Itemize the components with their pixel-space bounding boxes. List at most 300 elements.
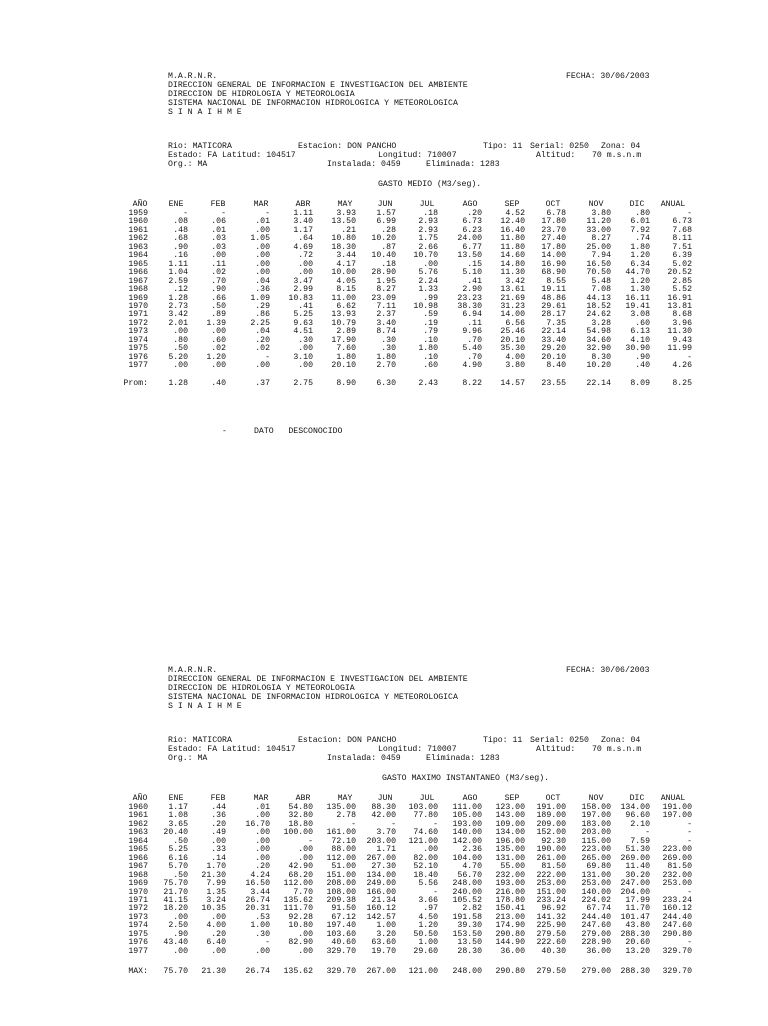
table-cell: 10.35 [201,904,226,914]
table-cell: 3.42 [168,310,188,320]
table-cell: 1.08 [168,811,188,821]
table-cell: .20 [255,862,270,872]
station-altitud: Altitud: [536,745,576,754]
table-cell: 28.30 [457,946,482,956]
table-cell: 2.90 [462,285,482,295]
table-cell: 111.70 [283,904,313,914]
table-cell: 178.80 [495,895,525,905]
row-year: 1974 [128,335,148,345]
table-cell: 6.39 [672,251,692,261]
table-cell: 3.40 [293,217,313,227]
table-cell: 5.10 [462,268,482,278]
table-cell: .00 [255,251,270,261]
table-cell: 267.00 [366,853,396,863]
table-cell: 2.10 [630,819,650,829]
table-cell: .50 [173,870,188,880]
row-year: 1962 [128,234,148,244]
summary-cell: 21.30 [201,967,226,977]
table-cell: 3.65 [168,819,188,829]
table-cell: 10.70 [413,251,438,261]
table-cell: 29.60 [413,946,438,956]
table-cell: .86 [255,310,270,320]
table-cell: 248.00 [452,879,482,889]
table-cell: 3.96 [672,318,692,328]
table-cell: 6.56 [505,318,525,328]
table-cell: 51.30 [625,845,650,855]
table-cell: 2.36 [462,845,482,855]
table-cell: 108.00 [326,887,356,897]
row-year: 1972 [128,318,148,328]
station-tipo: Tipo: 11 [483,736,523,745]
table-cell: 6.62 [336,301,356,311]
table-cell: 18.40 [413,870,438,880]
station-serial: Serial: 0250 [530,142,589,151]
table-cell: 35.30 [500,344,525,354]
row-year: 1961 [128,225,148,235]
station-altitud-val: 70 m.s.n.m [592,745,642,754]
table-cell: 16.11 [625,293,650,303]
table-cell: 2.82 [462,904,482,914]
table-cell: 5.25 [168,845,188,855]
table-cell: 247.00 [620,879,650,889]
table-cell: 32.90 [586,344,611,354]
table-cell: 48.86 [541,293,566,303]
table-cell: 135.00 [326,803,356,812]
station-altitud-val: 70 m.s.n.m [592,151,642,160]
table-cell: 10.20 [586,361,611,371]
table-cell: .30 [381,335,396,345]
row-year: 1964 [128,836,148,846]
table-cell: 11.40 [625,862,650,872]
table-cell: .00 [173,912,188,922]
table-cell: 247.60 [662,921,692,931]
column-header: AÑO [132,794,148,803]
table-cell: 140.00 [452,828,482,838]
table-cell: 5.52 [672,285,692,295]
table-cell: .90 [635,352,650,362]
table-cell: 56.70 [457,870,482,880]
table-cell: 4.26 [672,361,692,371]
table-cell: .20 [467,209,482,218]
table-cell: 20.52 [667,268,692,278]
row-year: 1965 [128,259,148,269]
table-cell: 18.30 [331,242,356,252]
table-cell: 209.38 [326,895,356,905]
table-cell: 7.35 [546,318,566,328]
row-year: 1963 [128,828,148,838]
table-cell: 161.00 [326,828,356,838]
table-cell: .74 [635,234,650,244]
table-cell: 6.40 [206,938,226,948]
table-cell: .00 [298,845,313,855]
table-cell: .80 [173,335,188,345]
row-year: 1964 [128,251,148,261]
table-cell: 7.60 [336,344,356,354]
row-year: 1975 [128,929,148,939]
table-cell: 253.00 [662,879,692,889]
table-cell: 18.20 [163,904,188,914]
table-cell: .00 [211,912,226,922]
row-year: 1973 [128,912,148,922]
station-estado: Estado: FA [168,151,218,160]
table-cell: 13.61 [500,285,525,295]
table-cell: 8.27 [376,285,396,295]
table-cell: 10.00 [331,268,356,278]
column-header: MAR [253,794,269,803]
station-org: Org.: MA [168,160,208,169]
table-cell: 3.70 [376,828,396,838]
row-year: 1977 [128,361,148,371]
table-cell: 77.80 [413,811,438,821]
header-line: DIRECCION GENERAL DE INFORMACION E INVESTIGACION DEL AMBIENTE [168,675,468,684]
table-cell: 68.20 [288,870,313,880]
table-cell: 22.14 [541,327,566,337]
table-cell: - [687,819,692,829]
table-cell: 17.90 [331,335,356,345]
table-cell: 115.00 [581,836,611,846]
table-cell: 91.50 [331,904,356,914]
summary-cell: 135.62 [283,967,313,977]
table-cell: 23.09 [371,293,396,303]
table-cell: 20.40 [163,828,188,838]
table-cell: 261.00 [536,853,566,863]
column-header: JUL [419,200,435,209]
table-cell: 7.99 [206,879,226,889]
table-cell: 197.00 [662,811,692,821]
table-cell: .00 [255,853,270,863]
header-line: S I N A I H M E [168,108,242,117]
table-cell: 244.40 [662,912,692,922]
table-cell: 13.20 [625,946,650,956]
table-cell: 193.00 [452,819,482,829]
table-cell: .00 [298,946,313,956]
table-cell: .48 [173,225,188,235]
table-cell: 5.40 [462,344,482,354]
row-year: 1965 [128,845,148,855]
table-cell: 6.01 [630,217,650,227]
table-cell: 213.00 [495,912,525,922]
row-year: 1969 [128,879,148,889]
table-cell: 2.01 [168,318,188,328]
report-section [0,72,768,436]
header-line: SISTEMA NACIONAL DE INFORMACION HIDROLOGICA Y METEOROLOGICA [168,99,458,108]
table-cell: 7.08 [591,285,611,295]
table-cell: .90 [173,242,188,252]
table-cell: 203.00 [581,828,611,838]
summary-cell: 8.25 [672,378,692,388]
table-cell: 2.25 [250,318,270,328]
table-cell: 134.00 [366,870,396,880]
table-cell: 2.93 [418,217,438,227]
table-cell: 6.94 [462,310,482,320]
table-cell: 16.70 [245,819,270,829]
table-cell: .70 [467,352,482,362]
column-header: SEP [504,200,520,209]
table-cell: 1.33 [418,285,438,295]
table-cell: .28 [381,225,396,235]
table-cell: 2.89 [336,327,356,337]
row-year: 1961 [128,811,148,821]
table-cell: .00 [173,327,188,337]
table-cell: 40.60 [331,938,356,948]
table-cell: .16 [173,251,188,261]
table-cell: 104.00 [452,853,482,863]
table-cell: 11.30 [500,268,525,278]
table-cell: 6.73 [672,217,692,227]
table-cell: .02 [211,344,226,354]
column-header: NOV [588,200,604,209]
row-year: 1977 [128,946,148,956]
table-cell: 7.59 [630,836,650,846]
summary-label: MAX: [128,967,148,977]
table-cell: .66 [211,293,226,303]
table-cell: 36.00 [500,946,525,956]
column-header: DIC [629,200,645,209]
table-cell: 16.50 [586,259,611,269]
summary-cell: 329.70 [326,967,356,977]
table-cell: .00 [255,242,270,252]
table-cell: 11.00 [331,293,356,303]
table-cell: .49 [211,828,226,838]
table-cell: 1.80 [376,352,396,362]
table-cell: 5.20 [168,352,188,362]
table-cell: 5.70 [168,862,188,872]
table-cell: 160.12 [366,904,396,914]
table-title: GASTO MAXIMO INSTANTANEO (M3/seg). [382,774,550,783]
table-cell: .00 [255,268,270,278]
table-cell: 233.24 [662,895,692,905]
table-cell: 247.60 [581,921,611,931]
agency-name: M.A.R.N.R. [168,666,218,675]
table-cell: 100.00 [283,828,313,838]
table-cell: 9.63 [293,318,313,328]
table-cell: 2.73 [168,301,188,311]
table-cell: 43.80 [625,921,650,931]
column-header: AÑO [132,200,148,209]
table-cell: 4.70 [462,862,482,872]
table-cell: 43.40 [163,938,188,948]
table-cell: 4.69 [293,242,313,252]
station-instalada: Instalada: 0459 [327,160,401,169]
table-cell: 141.32 [536,912,566,922]
table-cell: 111.00 [452,803,482,812]
table-cell: 1.20 [630,251,650,261]
table-cell: 2.78 [336,811,356,821]
table-cell: 21.69 [500,293,525,303]
table-cell: 82.00 [413,853,438,863]
table-cell: .21 [341,225,356,235]
row-year: 1970 [128,301,148,311]
table-cell: 41.15 [163,895,188,905]
table-cell: 13.50 [457,251,482,261]
row-year: 1966 [128,268,148,278]
table-cell: 3.66 [418,895,438,905]
column-header: ANUAL [660,200,686,209]
table-cell: 4.10 [630,335,650,345]
table-cell: 23.23 [457,293,482,303]
table-cell: .89 [211,310,226,320]
table-cell: .06 [211,217,226,227]
table-cell: 50.50 [413,929,438,939]
table-cell: 11.30 [667,327,692,337]
table-cell: 265.00 [581,853,611,863]
table-cell: 183.00 [581,819,611,829]
row-year: 1967 [128,276,148,286]
table-cell: 131.00 [581,870,611,880]
summary-cell: 267.00 [366,967,396,977]
table-cell: .20 [211,929,226,939]
table-cell: 12.40 [500,217,525,227]
table-cell: 7.11 [376,301,396,311]
header-line: SISTEMA NACIONAL DE INFORMACION HIDROLOGICA Y METEOROLOGICA [168,693,458,702]
table-cell: 134.00 [495,828,525,838]
table-cell: - [687,938,692,948]
table-cell: 329.70 [326,946,356,956]
table-cell: .40 [635,361,650,371]
table-cell: 290.80 [662,929,692,939]
table-cell: .50 [173,344,188,354]
table-cell: 92.30 [541,836,566,846]
table-cell: 6.23 [462,225,482,235]
table-cell: 196.00 [495,836,525,846]
table-cell: 1.17 [168,803,188,812]
table-cell: .87 [381,242,396,252]
table-cell: .30 [298,335,313,345]
table-cell: 20.31 [245,904,270,914]
table-cell: 123.00 [495,803,525,812]
table-cell: 1.20 [630,276,650,286]
table-cell: .10 [423,335,438,345]
table-cell: 2.59 [168,276,188,286]
table-cell: .33 [211,845,226,855]
table-cell: 26.74 [245,895,270,905]
table-cell: .70 [467,335,482,345]
table-cell: 8.74 [376,327,396,337]
table-cell: .00 [298,268,313,278]
table-cell: .90 [211,285,226,295]
table-cell: 7.94 [591,251,611,261]
table-cell: 222.00 [536,870,566,880]
table-cell: .00 [173,361,188,371]
table-cell: 3.10 [293,352,313,362]
table-cell: 9.96 [462,327,482,337]
table-cell: - [433,887,438,897]
table-cell: 27.30 [371,862,396,872]
table-cell: 3.44 [336,251,356,261]
column-header: FEB [210,200,226,209]
table-cell: .15 [467,259,482,269]
column-header: OCT [545,200,561,209]
header-line: DIRECCION DE HIDROLOGIA Y METEOROLOGIA [168,90,355,99]
table-cell: 8.11 [672,234,692,244]
table-cell: 17.80 [541,242,566,252]
table-cell: 3.93 [336,209,356,218]
table-cell: 32.80 [288,811,313,821]
table-cell: 96.92 [541,904,566,914]
table-cell: 1.04 [168,268,188,278]
table-cell: .72 [298,251,313,261]
table-cell: 6.16 [168,853,188,863]
table-cell: 11.80 [500,242,525,252]
table-cell: 174.90 [495,921,525,931]
table-cell: 135.62 [283,895,313,905]
table-cell: 14.80 [500,259,525,269]
table-cell: .59 [423,310,438,320]
table-cell: 55.00 [500,862,525,872]
table-cell: 67.12 [331,912,356,922]
table-cell: .90 [173,929,188,939]
table-cell: 249.00 [366,879,396,889]
summary-cell: 279.50 [536,967,566,977]
table-cell: 101.47 [620,912,650,922]
row-year: 1960 [128,217,148,227]
column-header: AGO [462,794,478,803]
summary-cell: 8.09 [630,378,650,388]
table-cell: 29.61 [541,301,566,311]
row-year: 1962 [128,819,148,829]
table-cell: 228.90 [581,938,611,948]
table-cell: .20 [211,819,226,829]
table-cell: .00 [211,327,226,337]
row-year: 1971 [128,895,148,905]
table-cell: 103.60 [326,929,356,939]
table-cell: 3.20 [376,929,396,939]
row-year: 1970 [128,887,148,897]
table-cell: .60 [211,335,226,345]
table-cell: 1.00 [418,938,438,948]
table-cell: 92.28 [288,912,313,922]
row-year: 1969 [128,293,148,303]
table-cell: - [265,209,270,218]
table-cell: 5.76 [418,268,438,278]
table-cell: 20.10 [331,361,356,371]
table-cell: 197.00 [581,811,611,821]
table-cell: 2.93 [418,225,438,235]
table-cell: 1.75 [418,234,438,244]
table-cell: 3.80 [505,361,525,371]
table-cell: 7.51 [672,242,692,252]
table-cell: 269.00 [620,853,650,863]
table-cell: 21.34 [371,895,396,905]
table-cell: - [687,887,692,897]
table-cell: .00 [173,946,188,956]
table-cell: 2.99 [293,285,313,295]
table-cell: .03 [211,234,226,244]
table-cell: 216.00 [495,887,525,897]
table-cell: 142.57 [366,912,396,922]
table-cell: 14.00 [500,310,525,320]
station-rio: Rio: MATICORA [168,142,232,151]
table-cell: 33.40 [541,335,566,345]
row-year: 1968 [128,870,148,880]
table-cell: 28.90 [371,268,396,278]
legend-text: DATO DESCONOCIDO [254,426,343,436]
table-cell: .01 [255,217,270,227]
table-cell: 222.60 [536,938,566,948]
summary-cell: 23.55 [541,378,566,388]
table-cell: 51.00 [331,862,356,872]
table-cell: 16.91 [667,293,692,303]
table-cell: 20.60 [625,938,650,948]
table-cell: 1.57 [376,209,396,218]
table-cell: .30 [381,344,396,354]
summary-cell: 2.75 [293,378,313,388]
table-cell: 204.00 [620,887,650,897]
table-cell: 54.80 [288,803,313,812]
table-cell: 10.20 [371,234,396,244]
summary-cell: 1.28 [168,378,188,388]
table-cell: .20 [255,335,270,345]
